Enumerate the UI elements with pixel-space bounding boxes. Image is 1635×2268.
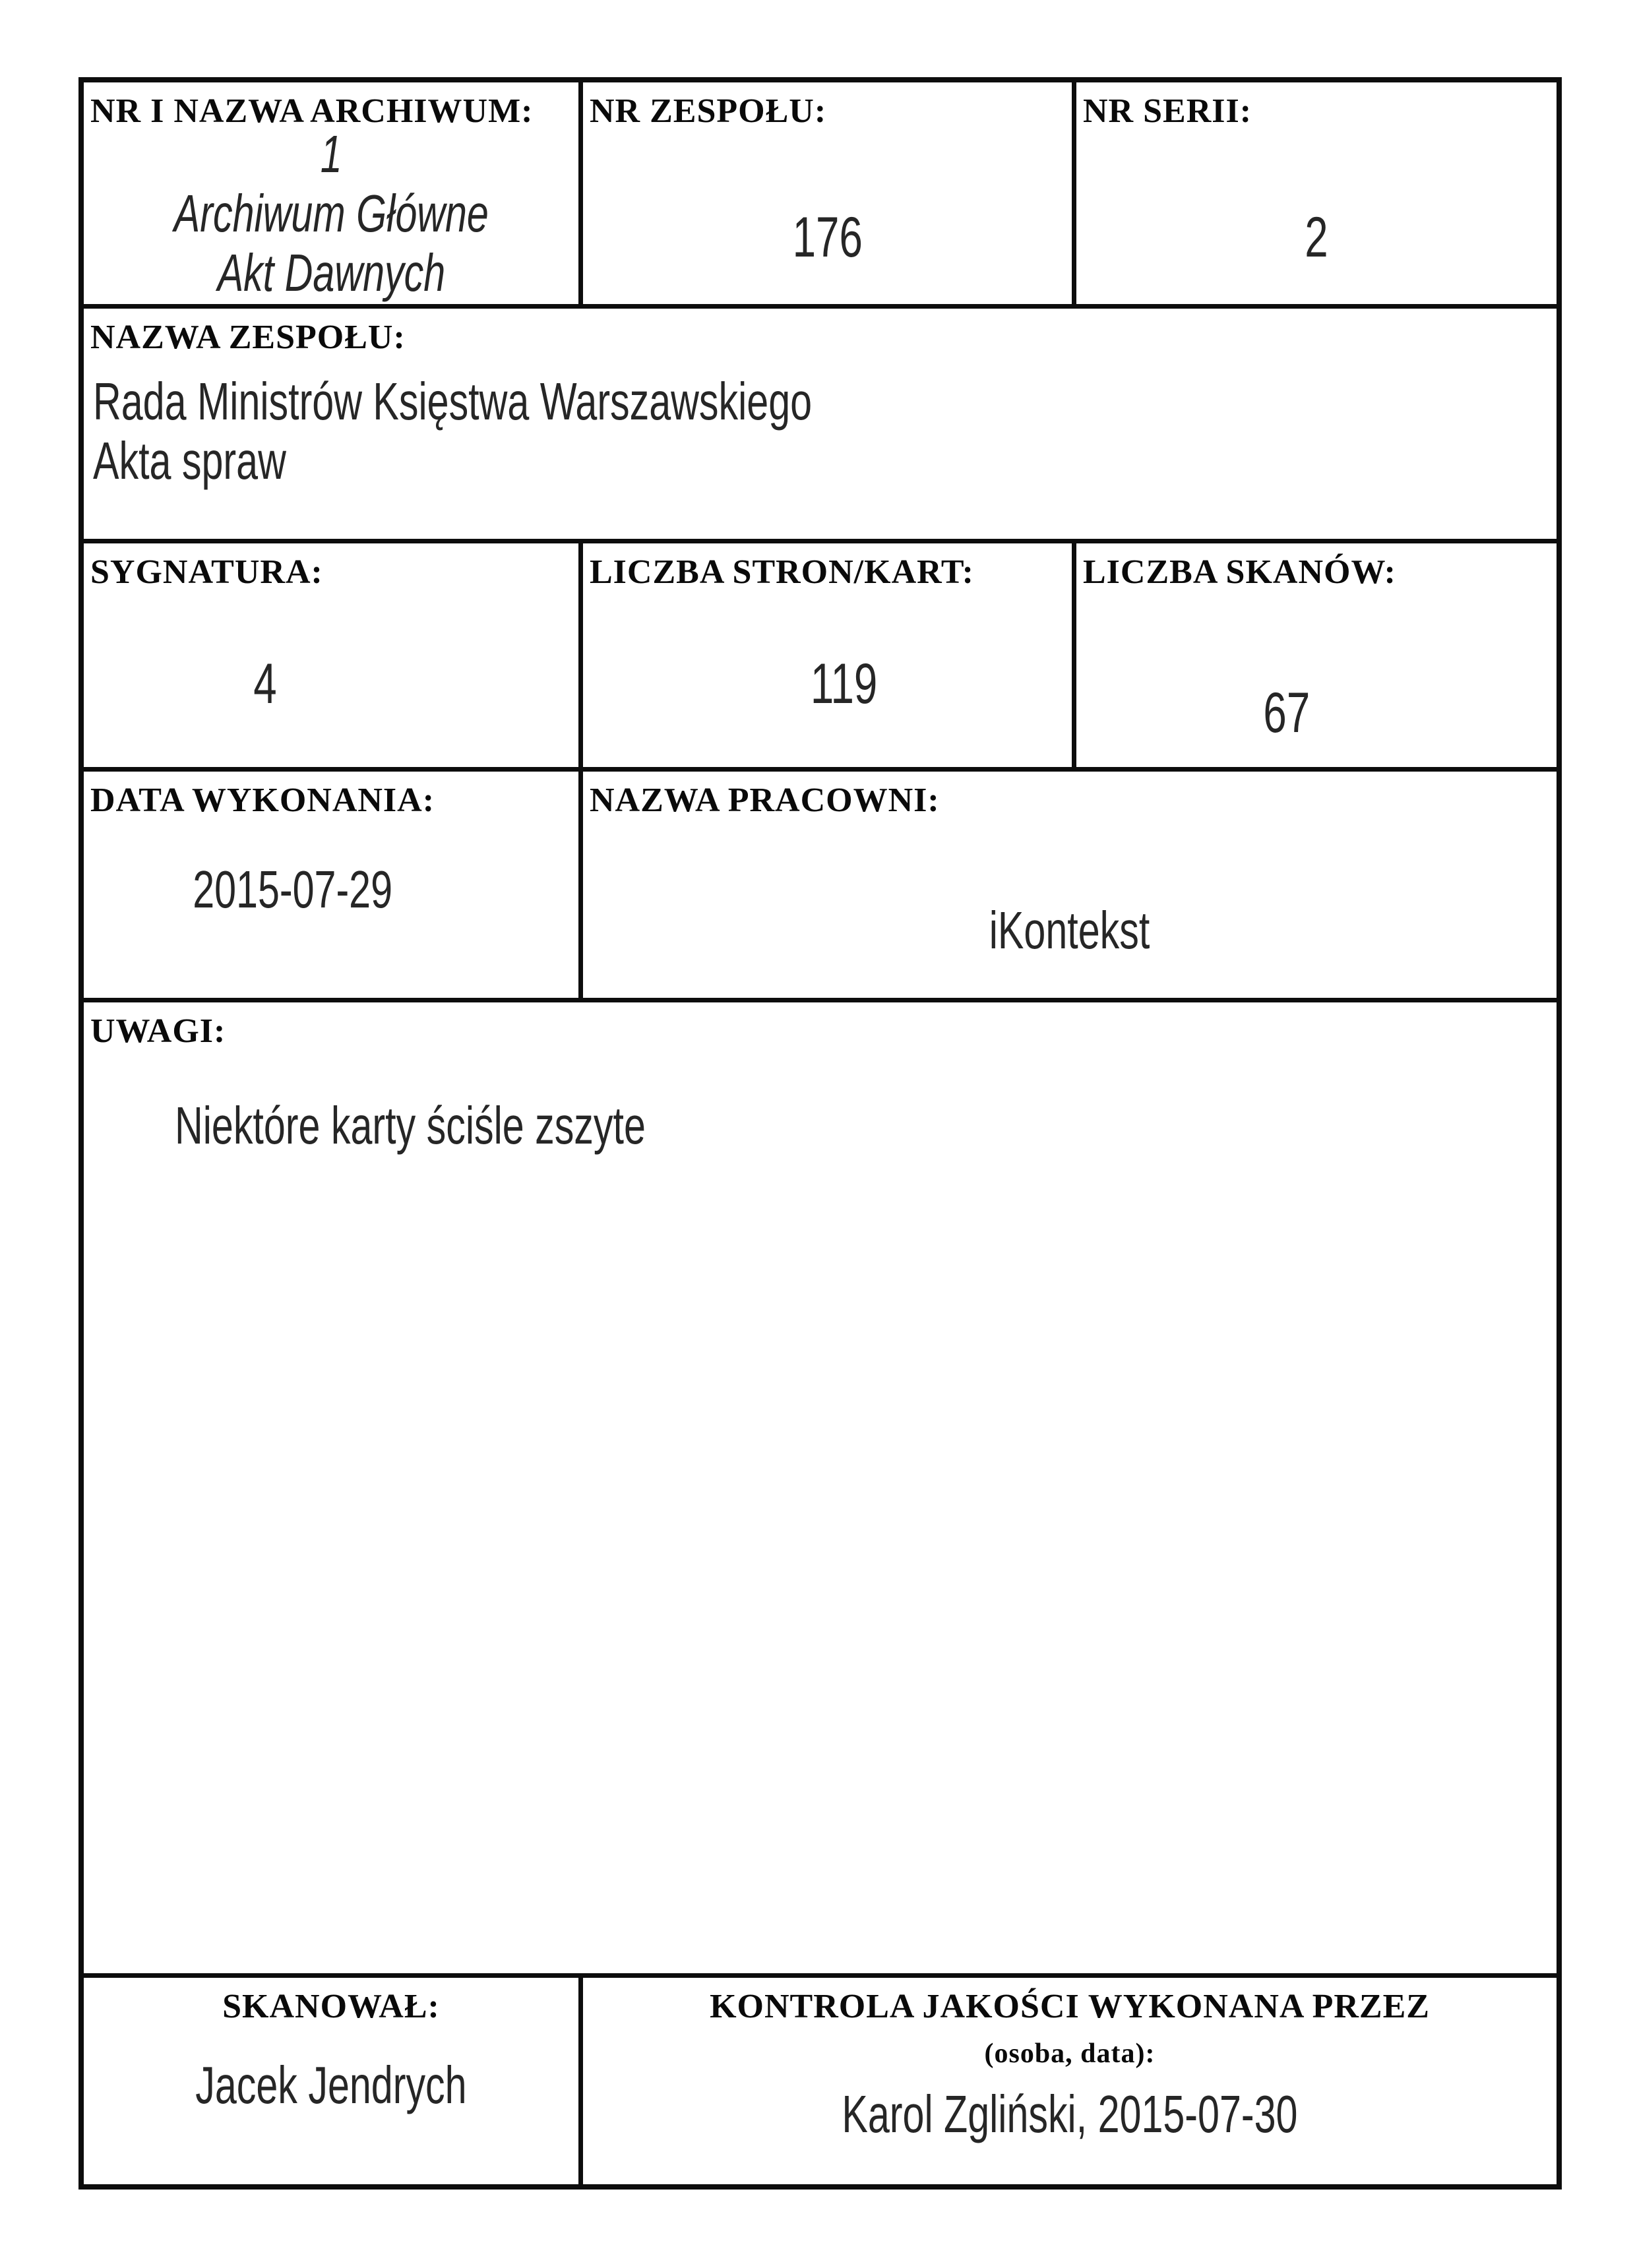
row-signatures [84, 1973, 1557, 2184]
field-scans-count [1072, 543, 1557, 767]
row-fonds-name [84, 304, 1557, 539]
field-fonds-number [578, 82, 1072, 304]
studio-label: NAZWA PRACOWNI: [590, 782, 940, 819]
remarks-label: UWAGI: [90, 1012, 226, 1050]
pages-count-value: 119 [810, 652, 878, 716]
field-fonds-name [84, 309, 1557, 539]
signature-label: SYGNATURA: [90, 553, 323, 591]
series-number-label: NR SERII: [1083, 92, 1252, 130]
fonds-number-label: NR ZESPOŁU: [590, 92, 827, 130]
quality-control-value: Karol Zgliński, 2015-07-30 [842, 2085, 1298, 2143]
field-remarks [84, 1002, 1557, 1973]
row-date-studio [84, 767, 1557, 998]
field-quality-control [578, 1978, 1557, 2184]
archive-label: NR I NAZWA ARCHIWUM: [90, 92, 534, 130]
field-pages-count [578, 543, 1072, 767]
field-signature [84, 543, 578, 767]
fonds-name-label: NAZWA ZESPOŁU: [90, 319, 406, 356]
quality-control-label: KONTROLA JAKOŚCI WYKONANA PRZEZ [710, 1988, 1430, 2025]
scans-count-label: LICZBA SKANÓW: [1083, 553, 1396, 591]
scans-count-value: 67 [1263, 681, 1311, 745]
field-archive [84, 82, 578, 304]
scan-date-value: 2015-07-29 [193, 860, 393, 919]
fonds-number-value: 176 [792, 206, 863, 269]
pages-count-label: LICZBA STRON/KART: [590, 553, 974, 591]
row-signature-counts [84, 539, 1557, 767]
studio-value: iKontekst [989, 901, 1150, 960]
archive-value: 1 Archiwum Główne Akt Dawnych [173, 125, 489, 302]
field-studio [578, 772, 1557, 998]
field-scan-date [84, 772, 578, 998]
signature-value: 4 [253, 652, 277, 716]
scanned-by-label: SKANOWAŁ: [222, 1988, 440, 2025]
fonds-name-value: Rada Ministrów Księstwa Warszawskiego Akta spraw [93, 372, 813, 490]
quality-control-sublabel: (osoba, data): [984, 2038, 1156, 2069]
row-remarks [84, 998, 1557, 1973]
field-series-number [1072, 82, 1557, 304]
archive-metadata-table [78, 77, 1562, 2190]
field-scanned-by [84, 1978, 578, 2184]
series-number-value: 2 [1305, 206, 1328, 269]
row-archive-info [84, 82, 1557, 304]
scan-date-label: DATA WYKONANIA: [90, 782, 435, 819]
scanned-by-value: Jacek Jendrych [195, 2056, 467, 2114]
remarks-value: Niektóre karty ściśle zszyte [175, 1096, 646, 1155]
